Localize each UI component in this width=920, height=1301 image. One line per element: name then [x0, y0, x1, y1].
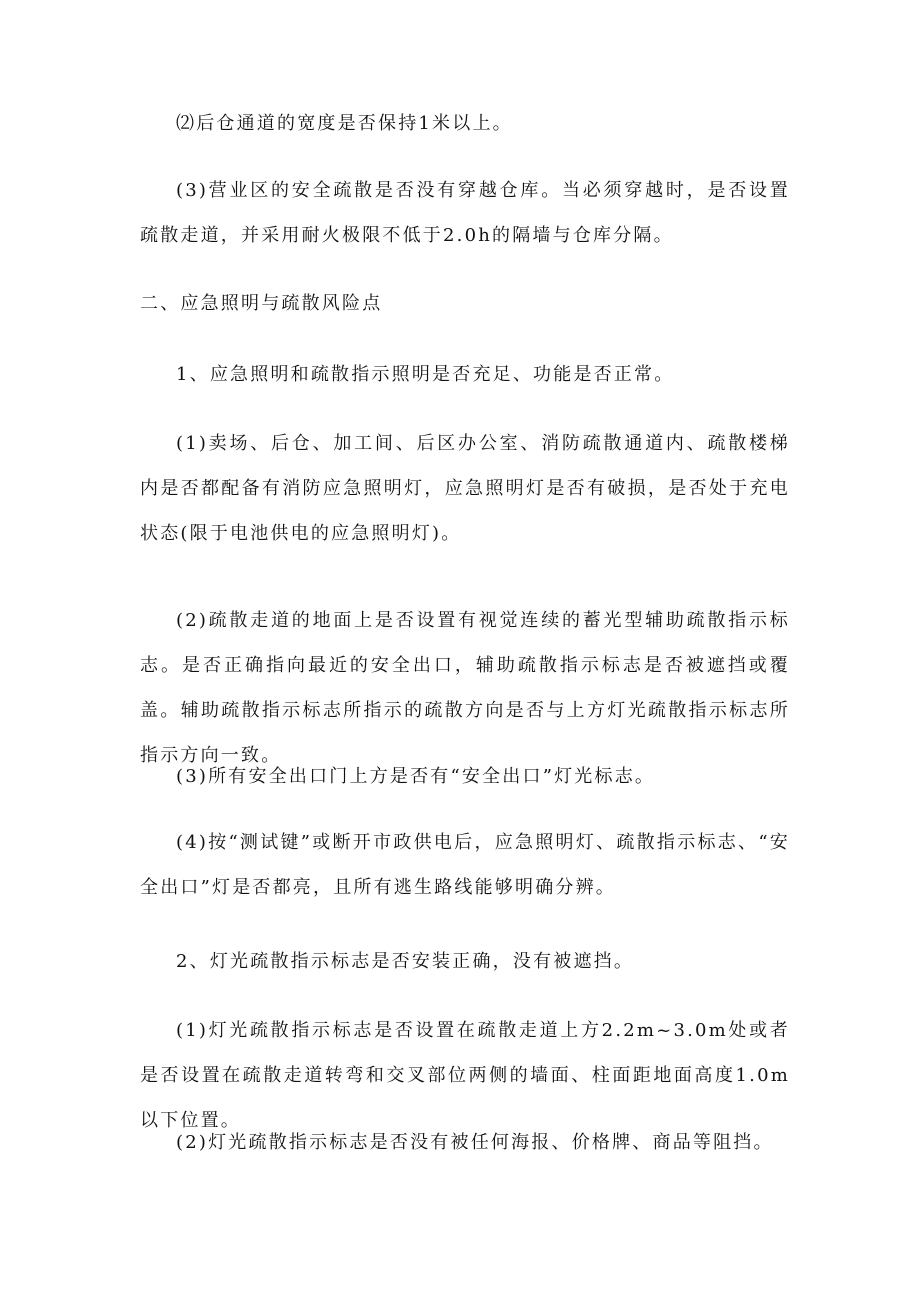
paragraph-floor-signs: (2)疏散走道的地面上是否设置有视觉连续的蓄光型辅助疏散指示标志。是否正确指向最近的安全出口，辅助疏散指示标志是否被遮挡或覆盖。辅助疏散指示标志所指示的疏散方向是否与上方灯光疏散指示标志所指示方向一致。: [140, 610, 790, 766]
paragraph-sign-height: (1)灯光疏散指示标志是否设置在疏散走道上方2.2m~3.0m处或者是否设置在疏散走道转弯和交叉部位两侧的墙面、柱面距地面高度1.0m以下位置。: [140, 1020, 790, 1131]
paragraph-rear-warehouse-aisle: ⑵后仓通道的宽度是否保持1米以上。: [176, 113, 513, 134]
paragraph-exit-sign: (3)所有安全出口门上方是否有“安全出口”灯光标志。: [176, 766, 656, 787]
paragraph-emergency-lights-equipped: (1)卖场、后仓、加工间、后区办公室、消防疏散通道内、疏散楼梯内是否都配备有消防应急照明灯，应急照明灯是否有破损，是否处于充电状态(限于电池供电的应急照明灯)。: [140, 433, 790, 544]
section-heading-emergency-lighting: 二、应急照明与疏散风险点: [140, 293, 383, 314]
paragraph-signs-installed: 2、灯光疏散指示标志是否安装正确，没有被遮挡。: [176, 951, 635, 972]
paragraph-lighting-sufficient: 1、应急照明和疏散指示照明是否充足、功能是否正常。: [176, 364, 675, 385]
paragraph-test-key: (4)按“测试键”或断开市政供电后，应急照明灯、疏散指示标志、“安全出口”灯是否都亮，且所有逃生路线能够明确分辨。: [140, 832, 790, 898]
paragraph-signs-not-blocked: (2)灯光疏散指示标志是否没有被任何海报、价格牌、商品等阻挡。: [176, 1132, 774, 1153]
paragraph-sales-area-evacuation: (3)营业区的安全疏散是否没有穿越仓库。当必须穿越时，是否设置疏散走道，并采用耐火极限不低于2.0h的隔墙与仓库分隔。: [140, 180, 790, 246]
